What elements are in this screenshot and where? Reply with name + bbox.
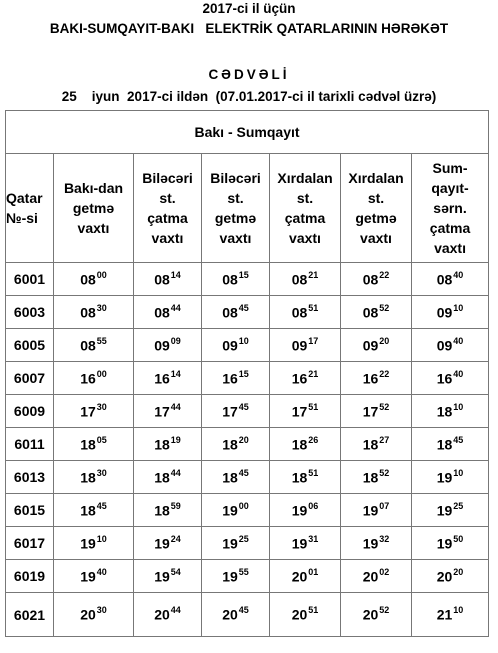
train-number: 6001 (6, 263, 54, 296)
time-hour: 19 (80, 568, 96, 585)
time-hour: 18 (362, 469, 379, 486)
time-cell (270, 560, 341, 593)
time-hour: 20 (436, 568, 453, 585)
train-number: 6015 (6, 494, 54, 527)
time-cell (54, 395, 134, 428)
time-minute: 51 (308, 302, 319, 313)
time-cell (270, 593, 341, 637)
time-hour: 18 (154, 469, 170, 486)
time-hour: 16 (362, 370, 379, 387)
time-hour: 20 (222, 606, 238, 623)
time-cell (341, 263, 412, 296)
column-header-3 (202, 154, 270, 263)
table-row (6, 428, 489, 461)
time-minute: 40 (453, 269, 464, 280)
time-hour: 08 (291, 271, 308, 288)
time-cell (341, 329, 412, 362)
time-hour: 09 (222, 337, 238, 354)
column-header-line: getmə (72, 200, 115, 216)
time-minute: 40 (96, 566, 107, 577)
time-cell (54, 527, 134, 560)
time-minute: 21 (308, 368, 319, 379)
train-number: 6021 (6, 593, 54, 637)
time-hour: 08 (362, 304, 379, 321)
time-hour: 08 (154, 304, 170, 321)
column-header-line: Biləcəri (210, 170, 261, 186)
route-header-row (6, 111, 489, 154)
time-minute: 20 (379, 335, 390, 346)
table-row (6, 395, 489, 428)
column-header-line: st. (296, 190, 314, 206)
table-row (6, 494, 489, 527)
time-minute: 20 (453, 566, 464, 577)
time-minute: 45 (238, 467, 249, 478)
time-cell (134, 593, 202, 637)
table-row (6, 593, 489, 637)
time-minute: 00 (96, 269, 107, 280)
time-minute: 05 (96, 434, 107, 445)
table-row (6, 329, 489, 362)
time-minute: 54 (170, 566, 181, 577)
time-minute: 25 (453, 500, 464, 511)
time-hour: 19 (436, 502, 453, 519)
time-minute: 30 (96, 401, 107, 412)
time-hour: 20 (362, 568, 379, 585)
time-hour: 20 (80, 606, 96, 623)
time-minute: 59 (170, 500, 181, 511)
column-header-row (6, 154, 489, 263)
time-cell (202, 593, 270, 637)
column-header-line: Biləcəri (142, 170, 193, 186)
column-header-line: vaxtı (360, 230, 392, 246)
time-cell (341, 395, 412, 428)
time-hour: 17 (222, 403, 238, 420)
time-minute: 31 (308, 533, 319, 544)
time-cell (134, 296, 202, 329)
time-hour: 16 (291, 370, 308, 387)
time-hour: 19 (222, 502, 238, 519)
time-hour: 21 (436, 606, 453, 623)
time-hour: 19 (222, 568, 238, 585)
column-header-line: vaxtı (289, 230, 321, 246)
time-cell (270, 527, 341, 560)
train-number: 6011 (6, 428, 54, 461)
time-minute: 20 (238, 434, 249, 445)
schedule-table (5, 110, 489, 637)
time-minute: 21 (308, 269, 319, 280)
train-number: 6019 (6, 560, 54, 593)
column-header-line: getmə (214, 210, 257, 226)
time-hour: 20 (362, 606, 379, 623)
column-header-line: sərn. (433, 200, 467, 216)
time-minute: 32 (379, 533, 390, 544)
time-minute: 10 (453, 605, 464, 616)
time-minute: 09 (170, 335, 181, 346)
time-hour: 19 (80, 535, 96, 552)
time-cell (412, 263, 489, 296)
column-header-line: st. (227, 190, 244, 206)
time-cell (202, 560, 270, 593)
table-row (6, 296, 489, 329)
route-title: Bakı - Sumqayıt (6, 111, 489, 154)
time-hour: 09 (436, 304, 453, 321)
column-header-4 (270, 154, 341, 263)
time-cell (54, 263, 134, 296)
time-minute: 51 (308, 401, 319, 412)
time-minute: 14 (170, 269, 181, 280)
time-cell (341, 593, 412, 637)
time-hour: 18 (362, 436, 379, 453)
time-hour: 19 (362, 535, 379, 552)
time-hour: 16 (154, 370, 170, 387)
train-number: 6013 (6, 461, 54, 494)
time-cell (134, 329, 202, 362)
time-minute: 07 (379, 500, 390, 511)
time-hour: 20 (154, 606, 170, 623)
time-minute: 44 (170, 302, 181, 313)
time-hour: 18 (436, 436, 453, 453)
time-hour: 18 (436, 403, 453, 420)
time-cell (54, 593, 134, 637)
time-minute: 25 (238, 533, 249, 544)
time-minute: 45 (238, 302, 249, 313)
table-row (6, 362, 489, 395)
time-minute: 55 (238, 566, 249, 577)
time-hour: 19 (154, 535, 170, 552)
time-cell (412, 362, 489, 395)
time-hour: 09 (436, 337, 453, 354)
time-hour: 17 (362, 403, 379, 420)
time-cell (54, 329, 134, 362)
column-header-line: Qatar (6, 190, 43, 206)
time-minute: 00 (238, 500, 249, 511)
column-header-line: Sum- (432, 160, 468, 176)
header-effective-date: 25 iyun 2017-ci ildən (07.01.2017-ci il tarixli cədvəl üzrə) (61, 89, 437, 104)
time-minute: 51 (308, 467, 319, 478)
time-cell (412, 560, 489, 593)
time-cell (341, 428, 412, 461)
time-cell (202, 296, 270, 329)
column-header-0 (6, 154, 54, 263)
time-cell (341, 362, 412, 395)
time-cell (134, 263, 202, 296)
column-header-6 (412, 154, 489, 263)
column-header-2 (134, 154, 202, 263)
time-cell (412, 329, 489, 362)
time-hour: 19 (291, 502, 308, 519)
time-cell (412, 395, 489, 428)
header-year-line: 2017-ci il üçün (202, 1, 296, 16)
time-minute: 30 (96, 605, 107, 616)
train-number: 6003 (6, 296, 54, 329)
column-header-line: vaxtı (219, 230, 252, 246)
time-minute: 15 (238, 269, 249, 280)
time-minute: 40 (453, 368, 464, 379)
time-cell (134, 395, 202, 428)
table-row (6, 461, 489, 494)
time-minute: 00 (96, 368, 107, 379)
column-header-line: çatma (429, 220, 471, 236)
column-header-line: №-si (6, 210, 38, 226)
time-minute: 40 (453, 335, 464, 346)
time-minute: 10 (238, 335, 249, 346)
header-schedule-word: CƏDVƏLİ (208, 67, 290, 82)
column-header-line: vaxtı (77, 220, 110, 236)
table-row (6, 527, 489, 560)
time-cell (341, 296, 412, 329)
time-minute: 52 (379, 401, 390, 412)
time-cell (54, 560, 134, 593)
time-hour: 18 (154, 502, 170, 519)
time-minute: 45 (238, 401, 249, 412)
time-hour: 08 (80, 337, 96, 354)
column-header-line: çatma (284, 210, 326, 226)
time-minute: 30 (96, 302, 107, 313)
time-hour: 08 (436, 271, 453, 288)
time-cell (54, 494, 134, 527)
train-number: 6007 (6, 362, 54, 395)
time-minute: 15 (238, 368, 249, 379)
time-hour: 20 (291, 568, 308, 585)
time-minute: 44 (170, 467, 181, 478)
column-header-line: vaxtı (151, 230, 184, 246)
time-hour: 18 (291, 436, 308, 453)
column-header-5 (341, 154, 412, 263)
column-header-line: Bakı-dan (63, 180, 124, 196)
time-minute: 10 (453, 467, 464, 478)
time-cell (202, 428, 270, 461)
time-cell (202, 461, 270, 494)
time-cell (270, 494, 341, 527)
column-header-line: çatma (147, 210, 188, 226)
time-cell (54, 428, 134, 461)
time-minute: 44 (170, 401, 181, 412)
time-cell (134, 527, 202, 560)
time-cell (341, 494, 412, 527)
time-minute: 10 (453, 302, 464, 313)
time-minute: 24 (170, 533, 181, 544)
time-minute: 19 (170, 434, 181, 445)
column-header-line: Xırdalan (348, 170, 404, 186)
time-hour: 16 (436, 370, 453, 387)
time-minute: 22 (379, 269, 390, 280)
time-hour: 18 (222, 436, 238, 453)
time-minute: 51 (308, 605, 319, 616)
column-header-line: st. (159, 190, 176, 206)
time-cell (134, 428, 202, 461)
time-hour: 17 (154, 403, 170, 420)
time-hour: 16 (80, 370, 96, 387)
column-header-line: Xırdalan (277, 170, 333, 186)
train-number: 6017 (6, 527, 54, 560)
time-minute: 14 (170, 368, 181, 379)
time-hour: 19 (436, 469, 453, 486)
header-route-line: BAKI-SUMQAYIT-BAKI ELEKTRİK QATARLARININ HƏRƏKƏT (49, 21, 449, 36)
time-hour: 17 (80, 403, 96, 420)
time-cell (202, 494, 270, 527)
time-minute: 50 (453, 533, 464, 544)
time-cell (341, 461, 412, 494)
time-cell (202, 263, 270, 296)
time-cell (270, 362, 341, 395)
time-hour: 08 (222, 271, 238, 288)
column-header-line: st. (367, 190, 385, 206)
time-hour: 19 (362, 502, 379, 519)
time-minute: 22 (379, 368, 390, 379)
time-hour: 18 (80, 502, 96, 519)
time-hour: 18 (154, 436, 170, 453)
time-minute: 27 (379, 434, 390, 445)
train-number: 6009 (6, 395, 54, 428)
time-cell (202, 329, 270, 362)
table-row (6, 263, 489, 296)
time-hour: 09 (154, 337, 170, 354)
time-cell (341, 527, 412, 560)
time-minute: 52 (379, 302, 390, 313)
time-hour: 16 (222, 370, 238, 387)
time-hour: 18 (80, 469, 96, 486)
time-hour: 08 (80, 271, 96, 288)
time-minute: 45 (453, 434, 464, 445)
column-header-line: vaxtı (434, 240, 466, 256)
time-cell (54, 362, 134, 395)
time-hour: 20 (291, 606, 308, 623)
time-cell (412, 527, 489, 560)
time-hour: 08 (80, 304, 96, 321)
time-hour: 08 (222, 304, 238, 321)
time-hour: 09 (362, 337, 379, 354)
time-hour: 08 (362, 271, 379, 288)
time-hour: 19 (436, 535, 453, 552)
time-minute: 10 (453, 401, 464, 412)
time-cell (134, 494, 202, 527)
time-minute: 02 (379, 566, 390, 577)
table-row (6, 560, 489, 593)
time-cell (270, 263, 341, 296)
time-cell (412, 494, 489, 527)
train-number: 6005 (6, 329, 54, 362)
time-cell (134, 362, 202, 395)
time-cell (412, 593, 489, 637)
time-hour: 18 (291, 469, 308, 486)
time-cell (270, 428, 341, 461)
time-cell (134, 461, 202, 494)
time-minute: 30 (96, 467, 107, 478)
time-hour: 08 (154, 271, 170, 288)
column-header-1 (54, 154, 134, 263)
column-header-line: getmə (355, 210, 397, 226)
time-minute: 10 (96, 533, 107, 544)
time-minute: 01 (308, 566, 319, 577)
time-cell (412, 428, 489, 461)
time-hour: 08 (291, 304, 308, 321)
time-minute: 52 (379, 605, 390, 616)
time-minute: 26 (308, 434, 319, 445)
time-cell (202, 395, 270, 428)
time-cell (270, 395, 341, 428)
time-cell (54, 461, 134, 494)
time-cell (54, 296, 134, 329)
time-hour: 18 (222, 469, 238, 486)
time-cell (412, 296, 489, 329)
time-minute: 17 (308, 335, 319, 346)
time-cell (270, 461, 341, 494)
time-minute: 52 (379, 467, 390, 478)
time-cell (412, 461, 489, 494)
time-hour: 09 (291, 337, 308, 354)
time-cell (202, 362, 270, 395)
time-hour: 19 (222, 535, 238, 552)
time-hour: 17 (291, 403, 308, 420)
time-cell (202, 527, 270, 560)
time-minute: 44 (170, 605, 181, 616)
time-hour: 18 (80, 436, 96, 453)
time-minute: 45 (96, 500, 107, 511)
time-minute: 45 (238, 605, 249, 616)
time-minute: 55 (96, 335, 107, 346)
time-minute: 06 (308, 500, 319, 511)
time-hour: 19 (291, 535, 308, 552)
time-cell (270, 296, 341, 329)
column-header-line: qayıt- (431, 180, 469, 196)
time-hour: 19 (154, 568, 170, 585)
time-cell (270, 329, 341, 362)
time-cell (341, 560, 412, 593)
time-cell (134, 560, 202, 593)
